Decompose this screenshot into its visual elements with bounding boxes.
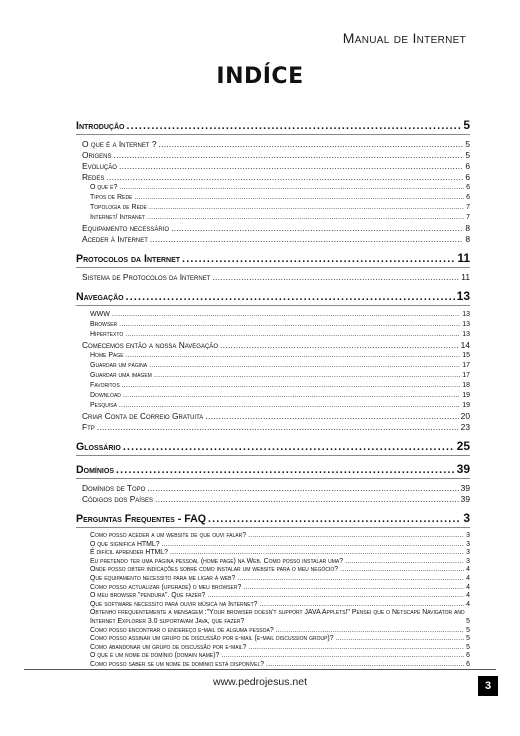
dot-leader <box>119 161 463 172</box>
toc-section-faq[interactable] <box>76 511 470 528</box>
dot-leader <box>248 532 464 541</box>
faq-item-label: Onde posso obter indicações sobre como instalar um website para o meu negócio? <box>90 566 339 574</box>
toc-page-number: 3 <box>466 532 470 539</box>
toc-page-number: 25 <box>456 439 470 453</box>
toc-page-number: 3 <box>466 557 470 565</box>
dot-leader <box>205 411 458 422</box>
toc-item[interactable] <box>82 272 470 283</box>
dot-leader <box>345 558 464 567</box>
toc-page-number: 19 <box>462 402 470 409</box>
dot-leader <box>149 361 460 371</box>
dot-leader <box>114 150 464 161</box>
toc-page-number: 3 <box>466 549 470 557</box>
toc-page-number: 4 <box>466 574 470 582</box>
toc-item[interactable] <box>82 172 470 183</box>
dot-leader <box>112 310 460 320</box>
dot-leader <box>119 183 464 193</box>
toc-subitem-label: WWW <box>90 311 110 318</box>
toc-page-number: 13 <box>462 311 470 318</box>
toc-subitem[interactable] <box>90 391 470 401</box>
faq-item[interactable] <box>90 584 470 593</box>
toc-subitem[interactable] <box>90 203 470 213</box>
toc-item[interactable] <box>82 234 470 245</box>
toc-page-number: 4 <box>466 592 470 600</box>
toc-subitem-label: O que é? <box>90 184 118 191</box>
dot-leader <box>243 584 464 593</box>
toc-subitem[interactable] <box>90 213 470 223</box>
toc-item-label: Sistema de Protocolos da Internet <box>82 272 211 282</box>
faq-item[interactable] <box>90 558 470 567</box>
toc-item[interactable] <box>82 340 470 351</box>
faq-item-label: Como posso actualizar (upgrade) o meu browser? <box>90 583 242 591</box>
toc-page-number: 6 <box>466 652 470 660</box>
toc-page-number: 3 <box>466 540 470 548</box>
toc-subitem[interactable] <box>90 193 470 203</box>
dot-leader <box>207 592 464 601</box>
dot-leader <box>147 483 458 494</box>
toc-subitem-label: Pesquisa <box>90 402 117 409</box>
dot-leader <box>116 464 455 476</box>
toc-page-number: 13 <box>462 321 470 328</box>
dot-leader <box>126 351 461 361</box>
faq-item-label: Como posso encontrar o endereço e-mail de alguma pessoa? <box>90 626 274 634</box>
toc-item-label: Equipamento necessário <box>82 223 170 233</box>
toc-page-number: 11 <box>457 251 470 265</box>
faq-item-label: Como posso saber se um nome de domínio está disponível? <box>90 660 265 668</box>
faq-item[interactable] <box>90 652 470 661</box>
toc-section-introducao[interactable] <box>76 118 470 135</box>
dot-leader <box>276 627 464 636</box>
dot-leader <box>171 223 463 234</box>
faq-item[interactable] <box>90 541 470 550</box>
dot-leader <box>154 371 460 381</box>
page-title: INDÍCE <box>216 64 304 89</box>
dot-leader <box>182 253 455 265</box>
faq-item-label: O que é um nome de domínio (domain name)? <box>90 652 220 660</box>
dot-leader <box>125 330 460 340</box>
toc-subitem-label: Guardar um página <box>90 362 148 369</box>
toc-item[interactable] <box>82 422 470 433</box>
table-of-contents <box>76 118 470 670</box>
footer-divider <box>24 669 496 670</box>
toc-page-number: 18 <box>462 382 470 389</box>
toc-subitem-label: Topologia de Rede <box>90 204 147 211</box>
toc-page-number: 5 <box>466 617 470 625</box>
toc-page-number: 13 <box>462 331 470 338</box>
faq-item-label: O que significa HTML? <box>90 540 160 548</box>
faq-item[interactable] <box>90 601 470 610</box>
toc-item-label: Criar Conta de Correio Gratuita <box>82 411 204 421</box>
toc-page-number: 8 <box>465 223 470 233</box>
toc-subitem-label: Hipertexto <box>90 331 124 338</box>
toc-subitem-label: Guardar uma imagem <box>90 372 152 379</box>
dot-leader <box>147 213 464 223</box>
faq-item-label: O meu browser "pendura". Que fazer? <box>90 592 206 600</box>
toc-page-number: 7 <box>466 204 470 211</box>
dot-leader <box>260 601 465 610</box>
toc-section-protocolos[interactable] <box>76 251 470 268</box>
toc-page-number: 15 <box>462 352 470 359</box>
faq-item[interactable] <box>90 566 470 575</box>
toc-subitem[interactable] <box>90 371 470 381</box>
toc-subitem[interactable] <box>90 330 470 340</box>
toc-subitem-label: Tipos de Rede <box>90 194 133 201</box>
toc-subitem[interactable] <box>90 351 470 361</box>
toc-page-number: 6 <box>465 172 470 182</box>
toc-item[interactable] <box>82 161 470 172</box>
toc-page-number: 6 <box>465 161 470 171</box>
toc-page-number: 4 <box>466 600 470 608</box>
dot-leader <box>119 401 460 411</box>
dot-leader <box>155 494 459 505</box>
toc-page-number: 5 <box>466 635 470 643</box>
footer-url[interactable]: www.pedrojesus.net <box>213 676 307 688</box>
toc-section-title: Glossário <box>76 441 121 453</box>
toc-item[interactable] <box>82 150 470 161</box>
toc-item[interactable] <box>82 411 470 422</box>
toc-subitem[interactable] <box>90 320 470 330</box>
faq-item[interactable] <box>90 575 470 584</box>
dot-leader <box>212 272 459 283</box>
toc-section-dominios[interactable] <box>76 462 470 479</box>
faq-item[interactable] <box>90 627 470 636</box>
faq-item-label: Que software necessito para ouvir música na Internet? <box>90 600 258 608</box>
dot-leader <box>237 575 464 584</box>
dot-leader <box>123 441 455 453</box>
dot-leader <box>162 541 465 550</box>
dot-leader <box>208 513 461 525</box>
dot-leader <box>97 422 459 433</box>
toc-section-title: Navegação <box>76 291 124 303</box>
toc-page-number: 5 <box>463 118 470 132</box>
toc-page-number: 39 <box>460 494 470 504</box>
toc-item-label: Códigos dos Países <box>82 494 153 504</box>
faq-item[interactable] <box>90 635 470 644</box>
toc-subitem[interactable] <box>90 183 470 193</box>
toc-page-number: 6 <box>466 184 470 191</box>
toc-page-number: 5 <box>465 150 470 160</box>
faq-item-label: Como abandonar um grupo de discussão por e-mail? <box>90 643 247 651</box>
toc-item-label: Redes <box>82 172 105 182</box>
toc-page-number: 5 <box>465 139 470 149</box>
toc-page-number: 4 <box>466 583 470 591</box>
dot-leader <box>150 234 463 245</box>
toc-section-title: Domínios <box>76 464 114 476</box>
toc-subitem-label: Home Page <box>90 352 124 359</box>
dot-leader <box>126 120 461 132</box>
toc-section-glossario[interactable] <box>76 439 470 456</box>
toc-item-label: Comecemos então a nossa Navegação <box>82 340 218 350</box>
toc-subitem[interactable] <box>90 310 470 320</box>
toc-page-number: 19 <box>462 392 470 399</box>
faq-item[interactable] <box>90 644 470 653</box>
toc-item-label: Evolução <box>82 161 117 171</box>
toc-page-number: 7 <box>466 214 470 221</box>
toc-page-number: 17 <box>462 372 470 379</box>
toc-section-title: Perguntas Frequentes - FAQ <box>76 513 206 525</box>
dot-leader <box>119 320 460 330</box>
dot-leader <box>158 139 463 150</box>
toc-page-number: 11 <box>461 272 470 282</box>
toc-page-number: 4 <box>466 566 470 574</box>
toc-item-label: Ftp <box>82 422 95 432</box>
toc-subitem-label: Download <box>90 392 121 399</box>
faq-item[interactable] <box>90 549 470 558</box>
dot-leader <box>126 291 455 303</box>
dot-leader <box>106 172 463 183</box>
running-header: Manual de Internet <box>342 30 466 46</box>
toc-page-number: 6 <box>466 660 470 668</box>
toc-section-title: Protocolos da Internet <box>76 253 181 265</box>
dot-leader <box>134 193 464 203</box>
faq-item-label: Obtenho frequentemente a mensagem :"Your browser doesn't support JAVA Applets!" Pensei que o Netscape Navigator and Internet Explorer 3.0 suportavam Java, que fazer? <box>90 609 465 625</box>
faq-item-label: É difícil aprender HTML? <box>90 549 168 557</box>
toc-subitem[interactable] <box>90 401 470 411</box>
faq-item[interactable] <box>90 609 470 626</box>
dot-leader <box>123 391 460 401</box>
toc-page-number: 17 <box>462 362 470 369</box>
toc-page-number: 39 <box>460 483 470 493</box>
dot-leader <box>170 549 464 558</box>
toc-page-number: 6 <box>466 194 470 201</box>
toc-section-title: Introdução <box>76 120 125 132</box>
toc-item-label: Origens <box>82 150 112 160</box>
toc-subitem-label: Browser <box>90 321 118 328</box>
toc-page-number: 8 <box>465 234 470 244</box>
toc-page-number: 13 <box>456 289 470 303</box>
toc-item[interactable] <box>82 483 470 494</box>
toc-page-number: 14 <box>460 340 470 350</box>
page-number-badge: 3 <box>478 676 498 696</box>
dot-leader <box>122 381 461 391</box>
toc-subitem-label: Favoritos <box>90 382 120 389</box>
toc-page-number: 5 <box>466 626 470 634</box>
dot-leader <box>220 340 459 351</box>
toc-item[interactable] <box>82 494 470 505</box>
faq-item[interactable] <box>90 532 470 541</box>
toc-page-number: 3 <box>463 511 470 525</box>
toc-item[interactable] <box>82 223 470 234</box>
dot-leader <box>248 644 464 653</box>
faq-item-label: Eu pretendo ter uma página pessoal (home page) na Web. Como posso instalar uma? <box>90 557 344 565</box>
toc-page-number: 5 <box>466 643 470 651</box>
toc-item[interactable] <box>82 139 470 150</box>
toc-item-label: Aceder à Internet <box>82 234 148 244</box>
faq-item-label: Como posso aceder a um website de que ouvi falar? <box>90 532 247 539</box>
toc-item-label: O que é a Internet ? <box>82 139 157 149</box>
dot-leader <box>340 566 464 575</box>
dot-leader <box>336 635 465 644</box>
faq-item[interactable] <box>90 592 470 601</box>
toc-subitem[interactable] <box>90 361 470 371</box>
toc-item-label: Domínios de Topo <box>82 483 146 493</box>
toc-page-number: 39 <box>456 462 470 476</box>
faq-item-label: Como posso assinar um grupo de discussão por e-mail (e-mail discussion group)? <box>90 635 334 643</box>
faq-item-label: Que equipamento necessito para me ligar à web? <box>90 574 236 582</box>
toc-page-number: 23 <box>460 422 470 432</box>
dot-leader <box>221 652 464 661</box>
dot-leader <box>149 203 464 213</box>
toc-subitem[interactable] <box>90 381 470 391</box>
toc-subitem-label: Internet/ Intranet <box>90 214 146 221</box>
toc-section-navegacao[interactable] <box>76 289 470 306</box>
toc-page-number: 20 <box>460 411 470 421</box>
